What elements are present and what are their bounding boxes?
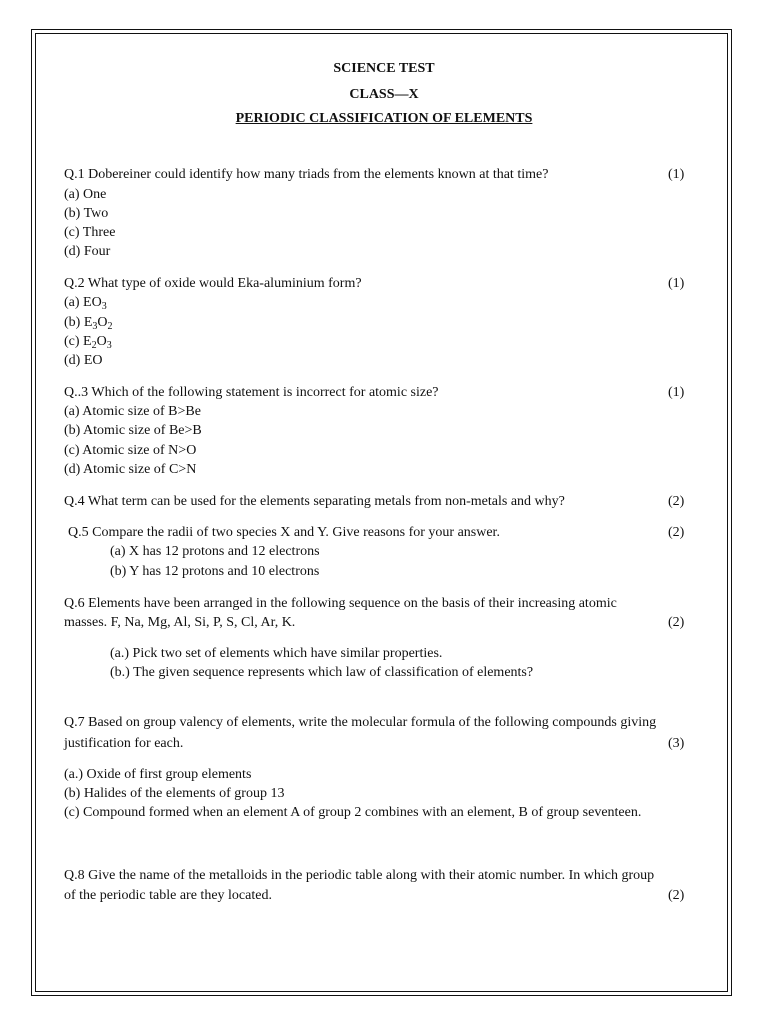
question-text: Q.2 What type of oxide would Eka-aluminium form? <box>64 276 362 291</box>
option: (b) Two <box>64 206 109 221</box>
question-marks: (2) <box>668 615 685 630</box>
question-marks: (1) <box>668 385 685 400</box>
sub-part: (b) Halides of the elements of group 13 <box>64 786 285 801</box>
question-text: Q.4 What term can be used for the elements separating metals from non-metals and why? <box>64 494 565 509</box>
class-label: CLASS—X <box>349 87 419 102</box>
question-text-line: Q.7 Based on group valency of elements, write the molecular formula of the following compounds giving <box>64 715 657 730</box>
question-text-line: justification for each. <box>64 736 184 751</box>
option: (b) $E_3O_2$ <box>64 315 113 332</box>
question-marks: (1) <box>668 276 685 291</box>
question-marks: (2) <box>668 888 685 903</box>
question-text-line: Q.8 Give the name of the metalloids in the periodic table along with their atomic number. In which group <box>64 868 655 883</box>
sub-part: (a) X has 12 protons and 12 electrons <box>110 544 320 559</box>
option: (a) One <box>64 187 107 202</box>
question-text-line: of the periodic table are they located. <box>64 888 272 903</box>
sub-part: (b.) The given sequence represents which law of classification of elements? <box>110 665 534 680</box>
question-marks: (2) <box>668 494 685 509</box>
option: (d) EO <box>64 353 103 368</box>
question-text: Q.5 Compare the radii of two species X and Y. Give reasons for your answer. <box>68 525 500 540</box>
question-text-line: masses. F, Na, Mg, Al, Si, P, S, Cl, Ar, K. <box>64 615 296 630</box>
test-title: SCIENCE TEST <box>333 61 435 76</box>
option: (c) $E_2O_3$ <box>64 334 112 351</box>
sub-part: (c) Compound formed when an element A of group 2 combines with an element, B of group seventeen. <box>64 805 642 820</box>
option: (c) Atomic size of N>O <box>64 443 197 458</box>
question-marks: (1) <box>668 167 685 182</box>
sub-part: (a.) Oxide of first group elements <box>64 767 252 782</box>
option: (a) $EO_3$ <box>64 295 107 312</box>
question-text-line: Q.6 Elements have been arranged in the following sequence on the basis of their increasing atomic <box>64 596 617 611</box>
chapter-title: PERIODIC CLASSIFICATION OF ELEMENTS <box>235 111 533 126</box>
option: (b) Atomic size of Be>B <box>64 423 202 438</box>
option: (a) Atomic size of B>Be <box>64 404 201 419</box>
sub-part: (b) Y has 12 protons and 10 electrons <box>110 564 320 579</box>
question-text: Q.1 Dobereiner could identify how many triads from the elements known at that time? <box>64 167 549 182</box>
question-text: Q..3 Which of the following statement is incorrect for atomic size? <box>64 385 439 400</box>
sub-part: (a.) Pick two set of elements which have similar properties. <box>110 646 443 661</box>
option: (c) Three <box>64 225 116 240</box>
option: (d) Atomic size of C>N <box>64 462 197 477</box>
option: (d) Four <box>64 244 111 259</box>
question-marks: (3) <box>668 736 685 751</box>
question-marks: (2) <box>668 525 685 540</box>
